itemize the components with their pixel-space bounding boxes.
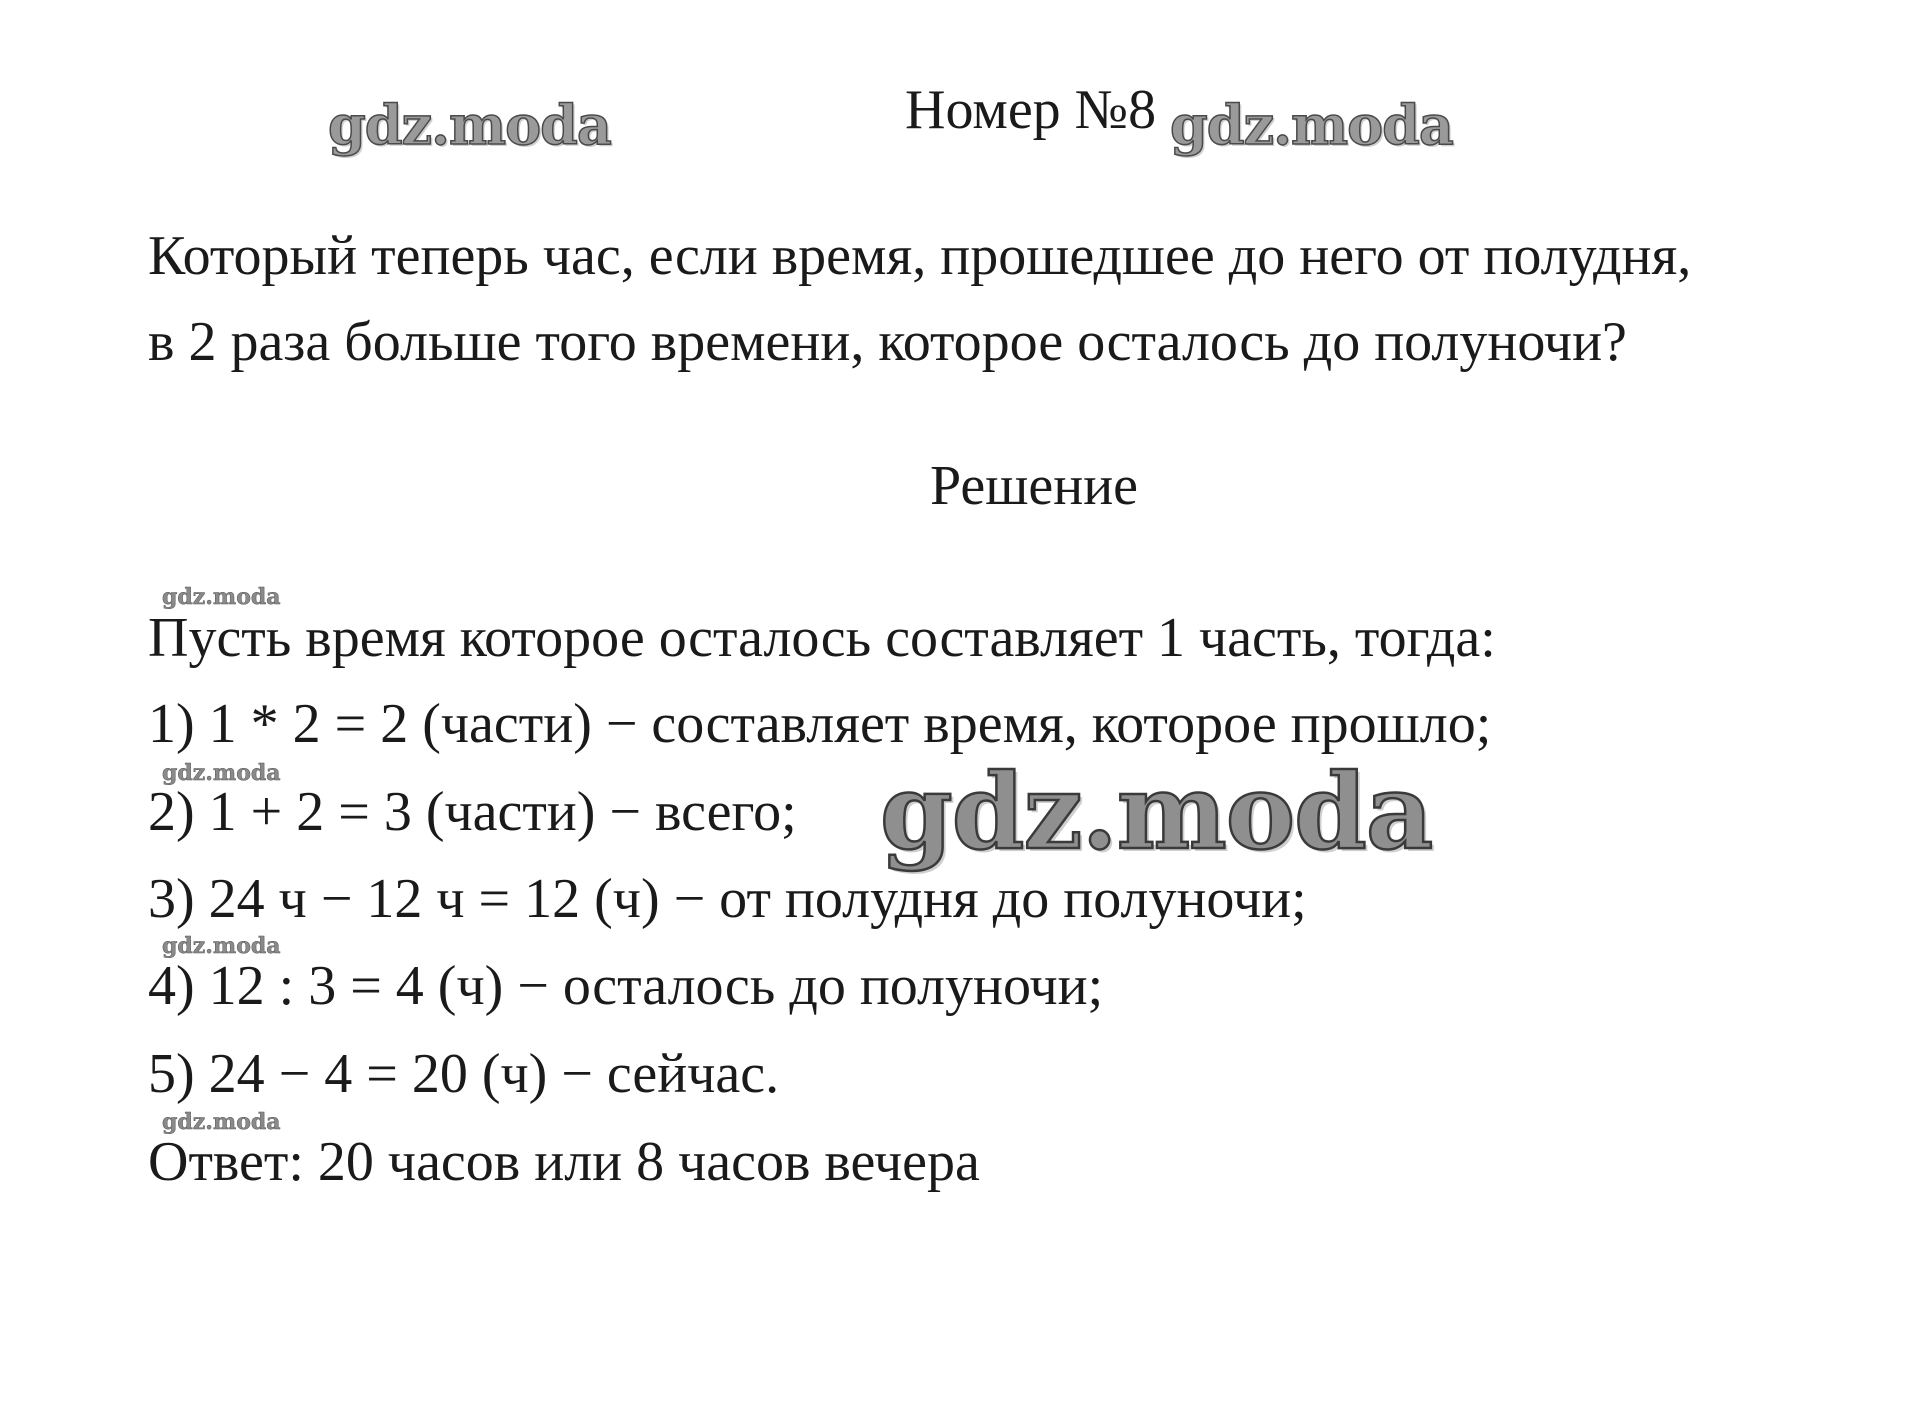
page-title: Номер №8	[905, 79, 1157, 141]
solution-step-1: 1) 1 * 2 = 2 (части) − составляет время, которое прошло;	[148, 693, 1492, 755]
solution-step-5: 5) 24 − 4 = 20 (ч) − сейчас.	[148, 1043, 780, 1105]
watermark-logo-small-1: gdz.moda	[162, 584, 281, 610]
solution-step-2: 2) 1 + 2 = 3 (части) − всего;	[148, 781, 797, 843]
solution-intro: Пусть время которое осталось составляет 1 часть, тогда:	[148, 607, 1496, 669]
watermark-logo-small-2: gdz.moda	[162, 760, 281, 786]
watermark-logo-small-4: gdz.moda	[162, 1109, 281, 1135]
solution-heading: Решение	[930, 455, 1139, 517]
solution-step-3: 3) 24 ч − 12 ч = 12 (ч) − от полудня до полуночи;	[148, 868, 1307, 930]
problem-text-line-1: Который теперь час, если время, прошедшее до него от полудня,	[148, 225, 1692, 287]
problem-text-line-2: в 2 раза больше того времени, которое осталось до полуночи?	[148, 311, 1627, 373]
watermark-logo-large: gdz.moda	[880, 750, 1433, 873]
watermark-logo-top-right: gdz.moda	[1170, 93, 1453, 157]
watermark-logo-top-left: gdz.moda	[328, 93, 611, 157]
watermark-logo-small-3: gdz.moda	[162, 933, 281, 959]
solution-step-4: 4) 12 : 3 = 4 (ч) − осталось до полуночи;	[148, 955, 1104, 1017]
answer-line: Ответ: 20 часов или 8 часов вечера	[148, 1131, 980, 1193]
